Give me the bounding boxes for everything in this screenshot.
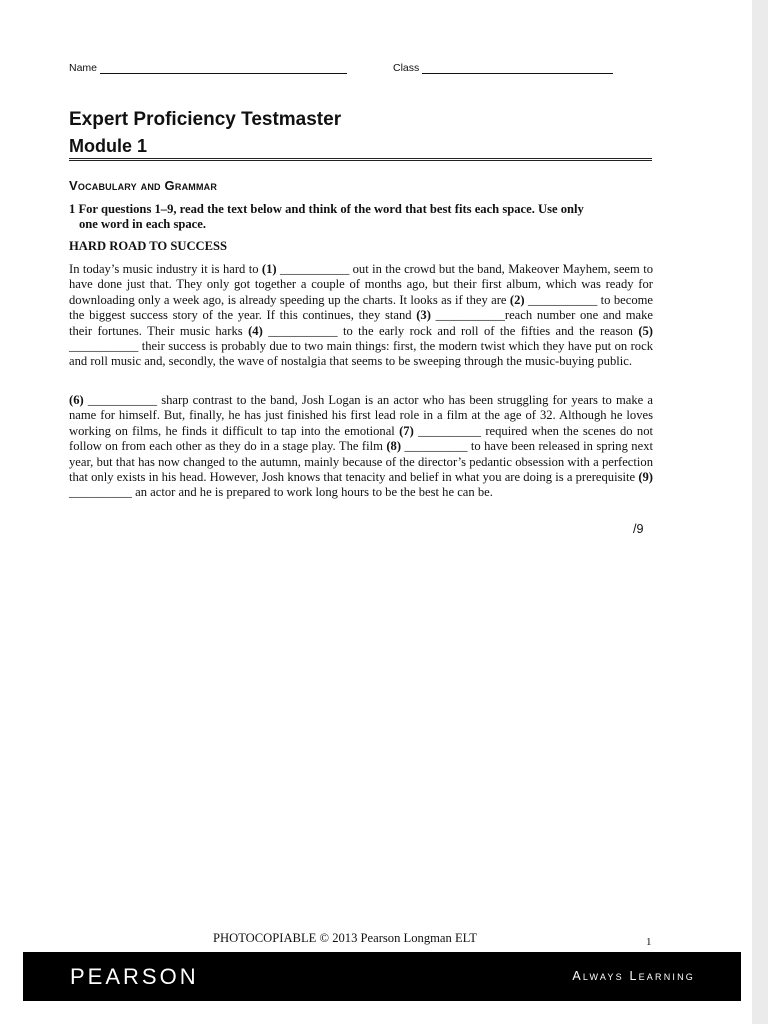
paragraph-2-text: __________ required when the scenes do not follow on from each other as they do in a stage play. The film	[69, 423, 653, 454]
name-field-line	[100, 73, 347, 74]
module-divider	[69, 158, 652, 161]
paragraph-2-text: ___________ sharp contrast to the band, Josh Logan is an actor who has been struggling for years to make a name for himself. But, finally, he has just finished his first lead role in a film at the age of 32. Although he loves working on films, he finds it difficult to tap into the emotional	[69, 393, 653, 438]
tagline: Always Learning	[572, 969, 695, 983]
paragraph-2	[69, 393, 653, 501]
gap-number-2: (2)	[509, 292, 525, 307]
page-number: 1	[646, 936, 652, 948]
name-label: Name	[69, 62, 98, 74]
gap-number-4: (4)	[248, 323, 263, 338]
gap-number-6: (6)	[69, 393, 84, 407]
module-heading: Module 1	[69, 136, 148, 156]
gap-number-9: (9)	[638, 470, 653, 485]
text-title: HARD ROAD TO SUCCESS	[69, 239, 228, 253]
instructions-line-1: 1 For questions 1–9, read the text below and think of the word that best fits each space. Use only	[69, 202, 584, 216]
exercise-instructions	[69, 202, 653, 232]
footer-bar	[23, 952, 741, 1001]
section-heading: Vocabulary and Grammar	[69, 178, 218, 193]
paragraph-2-text: __________ an actor and he is prepared to work long hours to be the best he can be.	[69, 485, 493, 500]
student-info-row	[69, 62, 629, 78]
paragraph-1-text: In today’s music industry it is hard to	[69, 262, 262, 276]
class-label: Class	[393, 62, 420, 74]
paragraph-1	[69, 262, 653, 370]
paragraph-1-text: ___________ to become the biggest success story of the year. If this continues, they stand	[69, 292, 653, 323]
gap-number-5: (5)	[638, 323, 653, 338]
gap-number-8: (8)	[386, 439, 402, 454]
pearson-logo: PEARSON	[70, 964, 199, 989]
score-total: /9	[633, 522, 644, 536]
paragraph-1-text: ___________ out in the crowd but the band, Makeover Mayhem, seem to have done just that. They only got together a couple of months ago, but their first album, which was ready for downloading only a week ago, is already speeding up the charts. It looks as if they are	[69, 262, 653, 307]
gap-number-3: (3)	[416, 308, 431, 323]
paragraph-1-text: ___________ their success is probably due to two main things: first, the modern twist which they have put on rock and roll music and, secondly, the wave of nostalgia that seems to be sweeping through the music-buying public.	[69, 339, 653, 369]
paragraph-1-text: ___________reach number one and make their fortunes. Their music harks	[69, 308, 653, 338]
paragraph-1-text: ___________ to the early rock and roll of the fifties and the reason	[262, 323, 639, 338]
instructions-line-2: one word in each space.	[79, 217, 206, 231]
page-title: Expert Proficiency Testmaster	[69, 109, 342, 130]
class-field-line	[422, 73, 613, 74]
gap-number-1: (1)	[261, 262, 277, 276]
gap-number-7: (7)	[399, 423, 414, 438]
copyright-notice: PHOTOCOPIABLE © 2013 Pearson Longman ELT	[213, 931, 477, 945]
paragraph-2-text: __________ to have been released in spring next year, but that has now changed to the autumn, mainly because of the director’s pedantic obsession with a perfection that only exists in his head. However, Josh knows that tenacity and belief in what you are doing is a prerequisite	[69, 439, 653, 485]
side-margin	[752, 0, 768, 1024]
